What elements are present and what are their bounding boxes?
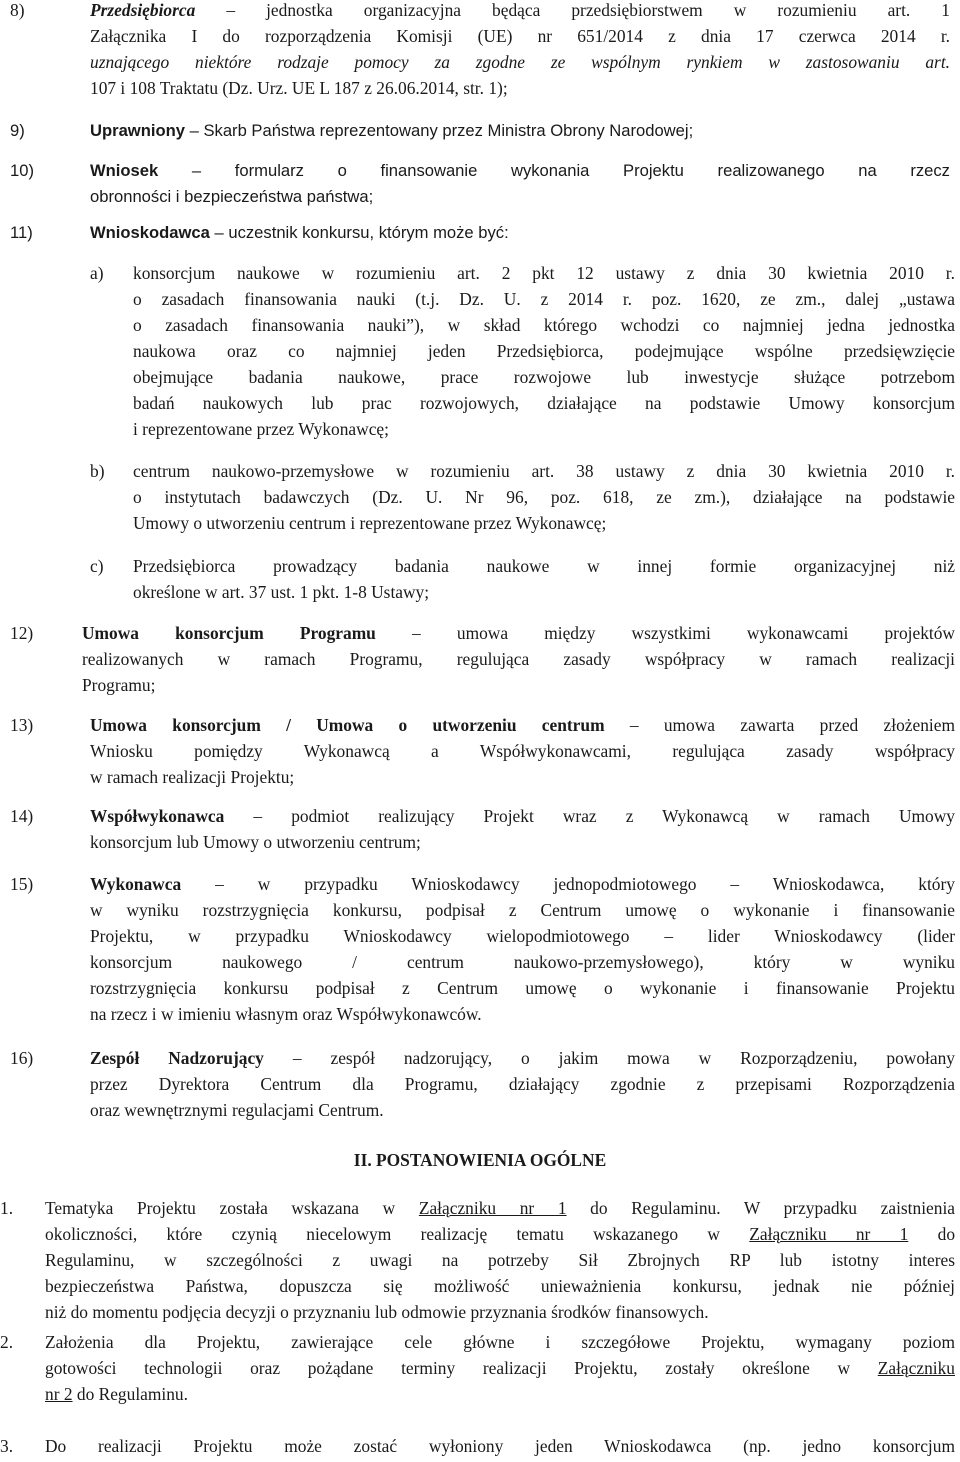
text: gotowości technologii oraz pożądane terminy realizacji Projektu, zostały określone w [45, 1358, 878, 1378]
subitem-line: określone w art. 37 ust. 1 pkt. 1-8 Ustawy; [133, 582, 430, 602]
paragraph-body [45, 1195, 955, 1325]
text: do Regulaminu. W przypadku zaistnienia [566, 1198, 955, 1218]
definition-text: umowa zawarta przed złożeniem [663, 715, 955, 735]
dash: – [189, 121, 199, 140]
paragraph-number: 2. [0, 1332, 14, 1352]
item-line: przez Dyrektora Centrum dla Programu, działający zgodnie z przepisami Rozporządzenia [90, 1074, 955, 1094]
definition-text: podmiot realizujący Projekt wraz z Wykonawcą w ramach Umowy [291, 806, 955, 826]
defined-term: Wnioskodawca [90, 223, 210, 242]
attachment-2-link[interactable]: Załączniku [877, 1358, 955, 1378]
defined-term: Wykonawca [90, 874, 182, 894]
item-line: uznającego niektóre rodzaje pomocy za zgodne ze wspólnym rynkiem w zastosowaniu art. [90, 52, 950, 72]
defined-term: Umowa konsorcjum Programu [82, 623, 376, 643]
paragraph-line [45, 1195, 955, 1221]
item-line [90, 158, 950, 184]
item-line: w ramach realizacji Projektu; [90, 767, 295, 787]
subitem-line: naukowa oraz co najmniej jeden Przedsiębiorca, podejmujące wspólne przedsięwzięcie [133, 341, 955, 361]
item-line: Programu; [82, 675, 156, 695]
text: okoliczności, które czynią niecelowym realizację tematu wskazanego w [45, 1224, 750, 1244]
defined-term: Zespół Nadzorujący [90, 1048, 264, 1068]
subitem-line: Umowy o utworzeniu centrum i reprezentowane przez Wykonawcę; [133, 513, 607, 533]
subitem-line: o instytutach badawczych (Dz. U. Nr 96, poz. 618, ze zm.), działające na podstawie [133, 487, 955, 507]
item-number: 14) [10, 806, 34, 826]
item-number: 10) [10, 161, 34, 180]
dash: – [191, 161, 202, 180]
attachment-1-link[interactable]: Załączniku nr 1 [418, 1198, 567, 1218]
dash: – [214, 223, 224, 242]
item-line: Wniosku pomiędzy Wykonawcą a Współwykonawcami, regulująca zasady współpracy [90, 741, 955, 761]
defined-term: Umowa konsorcjum / Umowa o utworzeniu centrum [90, 715, 605, 735]
item-number: 15) [10, 874, 34, 894]
subitem-a [133, 260, 955, 442]
item-line [82, 620, 955, 646]
definition-text: zespół nadzorujący, o jakim mowa w Rozporządzeniu, powołany [330, 1048, 955, 1068]
item-line: w wyniku rozstrzygnięcia konkursu, podpisał z Centrum umowę o wykonanie i finansowanie [90, 900, 955, 920]
definition-text: jednostka organizacyjna będąca przedsiębiorstwem w rozumieniu art. 1 [266, 0, 950, 20]
item-number: 8) [10, 0, 25, 20]
item-number: 9) [10, 121, 25, 140]
paragraph-line [45, 1221, 955, 1247]
defined-term: Uprawniony [90, 121, 185, 140]
paragraph-body [45, 1329, 955, 1407]
defined-term: Przedsiębiorca [90, 0, 196, 20]
item-line: na rzecz i w imieniu własnym oraz Współwykonawców. [90, 1004, 482, 1024]
attachment-2-link[interactable]: nr 2 [45, 1384, 73, 1404]
text: do Regulaminu. [72, 1384, 188, 1404]
item-line: konsorcjum lub Umowy o utworzeniu centrum; [90, 832, 421, 852]
attachment-1-link[interactable]: Załączniku nr 1 [749, 1224, 909, 1244]
definition-text: uczestnik konkursu, którym może być: [228, 223, 509, 242]
item-number: 13) [10, 715, 34, 735]
item-line: obronności i bezpieczeństwa państwa; [90, 187, 374, 206]
subitem-line: Przedsiębiorca prowadzący badania naukowe w innej formie organizacyjnej niż [133, 556, 955, 576]
paragraph-line: Założenia dla Projektu, zawierające cele główne i szczegółowe Projektu, wymagany poziom [45, 1332, 955, 1352]
text: do [908, 1224, 956, 1244]
item-line [90, 1045, 955, 1071]
paragraph-line [45, 1355, 955, 1381]
subitem-line: o zasadach finansowania nauki”), w skład którego wchodzi co najmniej jedna jednostka [133, 315, 955, 335]
paragraph-line: Do realizacji Projektu może zostać wyłoniony jeden Wnioskodawca (np. jedno konsorcjum [45, 1436, 955, 1456]
defined-term: Wniosek [90, 161, 159, 180]
dash: – [629, 715, 639, 735]
paragraph-line [45, 1381, 955, 1407]
definition-text: Skarb Państwa reprezentowany przez Ministra Obrony Narodowej; [203, 121, 694, 140]
paragraph-number: 1. [0, 1198, 14, 1218]
subitem-letter: a) [90, 263, 104, 283]
subitem-line: i reprezentowane przez Wykonawcę; [133, 419, 389, 439]
item-body [90, 220, 950, 246]
defined-term: Współwykonawca [90, 806, 225, 826]
item-line: 107 i 108 Traktatu (Dz. Urz. UE L 187 z 26.06.2014, str. 1); [90, 78, 508, 98]
item-line: realizowanych w ramach Programu, regulująca zasady współpracy w ramach realizacji [82, 649, 955, 669]
paragraph-number: 3. [0, 1436, 14, 1456]
dash: – [412, 623, 421, 643]
definition-text: formularz o finansowanie wykonania Projektu realizowanego na rzecz [234, 161, 950, 180]
paragraph-line: niż do momentu podjęcia decyzji o przyznaniu lub odmowie przyznania środków finansowych. [45, 1302, 709, 1322]
item-line [90, 712, 955, 738]
item-line [90, 220, 950, 246]
paragraph-line: Regulaminu, w szczególności z uwagi na potrzeby Sił Zbrojnych RP lub istotny interes [45, 1250, 955, 1270]
item-number: 12) [10, 623, 34, 643]
item-line: Załącznika I do rozporządzenia Komisji (UE) nr 651/2014 z dnia 17 czerwca 2014 r. [90, 26, 950, 46]
subitem-line: obejmujące badania naukowe, prace rozwojowe lub inwestycje służące potrzebom [133, 367, 955, 387]
dash: – [226, 0, 236, 20]
item-body [90, 803, 955, 855]
dash: – [253, 806, 263, 826]
item-line [90, 118, 950, 144]
text: Tematyka Projektu została wskazana w [45, 1198, 419, 1218]
item-line: konsorcjum naukowego / centrum naukowo-przemysłowego), który w wyniku [90, 952, 955, 972]
subitem-line: centrum naukowo-przemysłowe w rozumieniu art. 38 ustawy z dnia 30 kwietnia 2010 r. [133, 461, 955, 481]
item-body [90, 712, 955, 790]
definition-text: umowa między wszystkimi wykonawcami projektów [456, 623, 955, 643]
item-line [90, 0, 950, 23]
item-body [82, 620, 955, 698]
paragraph-body [45, 1433, 955, 1459]
item-body [90, 158, 950, 210]
item-line: rozstrzygnięcia konkursu podpisał z Centrum umowę o wykonanie i finansowanie Projektu [90, 978, 955, 998]
definition-text: w przypadku Wnioskodawcy jednopodmiotowego – Wnioskodawca, który [257, 874, 955, 894]
item-line [90, 803, 955, 829]
section-heading: II. POSTANOWIENIA OGÓLNE [353, 1150, 607, 1170]
item-number: 16) [10, 1048, 34, 1068]
dash: – [292, 1048, 302, 1068]
subitem-b [133, 458, 955, 536]
item-body [90, 0, 950, 101]
dash: – [215, 874, 224, 894]
item-line: Projektu, w przypadku Wnioskodawcy wielopodmiotowego – lider Wnioskodawcy (lider [90, 926, 955, 946]
subitem-c [133, 553, 955, 605]
item-line [90, 871, 955, 897]
item-body [90, 871, 955, 1027]
subitem-letter: c) [90, 556, 104, 576]
item-number: 11) [10, 223, 33, 242]
item-body [90, 1045, 955, 1123]
subitem-letter: b) [90, 461, 105, 481]
item-body [90, 118, 950, 144]
subitem-line: konsorcjum naukowe w rozumieniu art. 2 pkt 12 ustawy z dnia 30 kwietnia 2010 r. [133, 263, 955, 283]
item-line: oraz wewnętrznymi regulacjami Centrum. [90, 1100, 384, 1120]
subitem-line: badań naukowych lub prac rozwojowych, działające na podstawie Umowy konsorcjum [133, 393, 955, 413]
paragraph-line: bezpieczeństwa Państwa, dopuszcza się możliwość unieważnienia konkursu, jednak nie później [45, 1276, 955, 1296]
subitem-line: o zasadach finansowania nauki (t.j. Dz. U. z 2014 r. poz. 1620, ze zm., dalej „ustawa [133, 289, 955, 309]
